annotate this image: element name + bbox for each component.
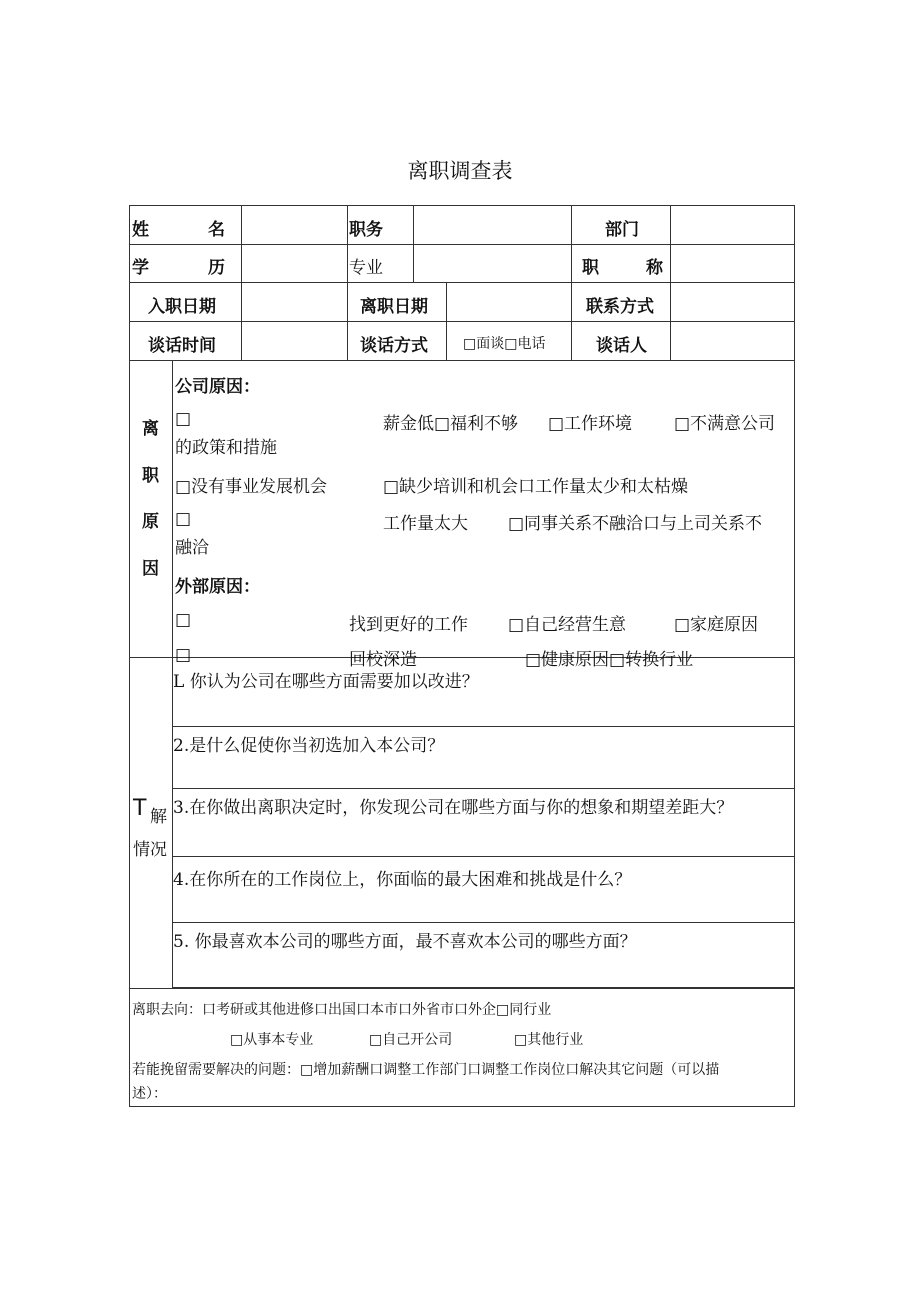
option-colleague-boss[interactable]: □同事关系不融洽口与上司关系不 (508, 514, 763, 534)
question-1: L 你认为公司在哪些方面需要加以改进？ (173, 672, 479, 692)
talk-method-label: 谈话方式 (360, 336, 428, 356)
row-divider (130, 244, 794, 245)
title-label-char1: 职 (582, 258, 599, 278)
reasons-content (172, 362, 796, 670)
row-divider (172, 726, 794, 727)
col-divider (241, 206, 242, 360)
row-divider (130, 321, 794, 322)
name-label-char2: 名 (208, 220, 225, 240)
understanding-side-jie: 解 (150, 807, 167, 827)
option-family[interactable]: □家庭原因 (674, 615, 759, 635)
col-divider (446, 282, 447, 360)
reasons-side-char1: 离 (142, 419, 159, 439)
talker-label: 谈话人 (596, 336, 647, 356)
option-work-environment[interactable]: □工作环境 (548, 414, 633, 434)
form-title: 离职调查表 (407, 159, 513, 183)
row-divider (130, 988, 794, 989)
row-divider (172, 922, 794, 923)
talk-time-label: 谈话时间 (148, 336, 216, 356)
reasons-side-char3: 原 (142, 512, 159, 532)
option-boss-continued: 融洽 (175, 538, 209, 558)
col-divider (571, 206, 572, 360)
row-divider (130, 657, 794, 658)
company-reasons-heading: 公司原因： (175, 377, 260, 397)
major-label: 专业 (349, 258, 383, 278)
talk-method-options[interactable]: □面谈□电话 (463, 336, 546, 352)
external-reasons-heading: 外部原因： (175, 577, 260, 597)
destination-options[interactable]: 口考研或其他进修口出国口本市口外省市口外企□同行业 (202, 1002, 552, 1018)
leave-date-label: 离职日期 (360, 297, 428, 317)
option-policy-continued: 的政策和措施 (175, 438, 277, 458)
edu-label-char2: 历 (208, 258, 225, 278)
option-better-job[interactable]: 找到更好的工作 (349, 615, 468, 635)
checkbox-better-job[interactable]: □ (175, 610, 192, 630)
edu-label-char1: 学 (132, 258, 149, 278)
position-label: 职务 (349, 220, 383, 240)
join-date-label: 入职日期 (148, 297, 216, 317)
col-divider (347, 206, 348, 360)
dept-label: 部门 (605, 220, 639, 240)
option-salary-welfare[interactable]: 薪金低□福利不够 (383, 414, 519, 434)
question-4: 4.在你所在的工作岗位上，你面临的最大困难和挑战是什么？ (173, 870, 632, 890)
exit-survey-form (129, 205, 795, 1107)
row-divider (130, 282, 794, 283)
question-2: 2.是什么促使你当初选加入本公司？ (173, 736, 445, 756)
checkbox-low-salary[interactable]: □ (175, 409, 192, 429)
title-label-char2: 称 (646, 258, 663, 278)
reasons-side-char2: 职 (142, 466, 159, 486)
option-health-industry[interactable]: □健康原因□转换行业 (525, 650, 694, 670)
name-label-char1: 姓 (132, 220, 149, 240)
checkbox-workload-high[interactable]: □ (175, 509, 192, 529)
understanding-side-situation: 情况 (133, 840, 167, 860)
col-divider (670, 206, 671, 360)
checkbox-study[interactable]: □ (175, 645, 192, 665)
option-no-career[interactable]: □没有事业发展机会 (175, 477, 328, 497)
option-workload-high[interactable]: 工作量太大 (383, 514, 468, 534)
option-own-business[interactable]: □自己经营生意 (508, 615, 627, 635)
dest-other-industry[interactable]: □其他行业 (514, 1032, 584, 1048)
row-divider (172, 856, 794, 857)
option-training-workload[interactable]: □缺少培训和机会口工作量太少和太枯燥 (383, 477, 689, 497)
row-divider (172, 788, 794, 789)
contact-label: 联系方式 (586, 297, 654, 317)
understanding-side-t: T (133, 796, 147, 821)
dest-own-company[interactable]: □自己开公司 (369, 1032, 453, 1048)
col-divider (413, 206, 414, 282)
row-divider (130, 360, 794, 361)
destination-label: 离职去向： (132, 1002, 202, 1018)
reasons-side-char4: 因 (142, 559, 159, 579)
question-5: 5. 你最喜欢本公司的哪些方面，最不喜欢本公司的哪些方面？ (173, 932, 637, 952)
option-policy-dissatisfied[interactable]: □不满意公司 (674, 414, 776, 434)
dest-own-major[interactable]: □从事本专业 (230, 1032, 314, 1048)
question-3: 3.在你做出离职决定时，你发现公司在哪些方面与你的想象和期望差距大？ (173, 798, 734, 818)
retain-issues-line2: 述）： (132, 1086, 167, 1102)
option-study[interactable]: 回校深造 (349, 650, 417, 670)
retain-issues-line1[interactable]: 若能挽留需要解决的问题：□增加薪酬口调整工作部门口调整工作岗位口解决其它问题（可以描 (132, 1062, 720, 1078)
